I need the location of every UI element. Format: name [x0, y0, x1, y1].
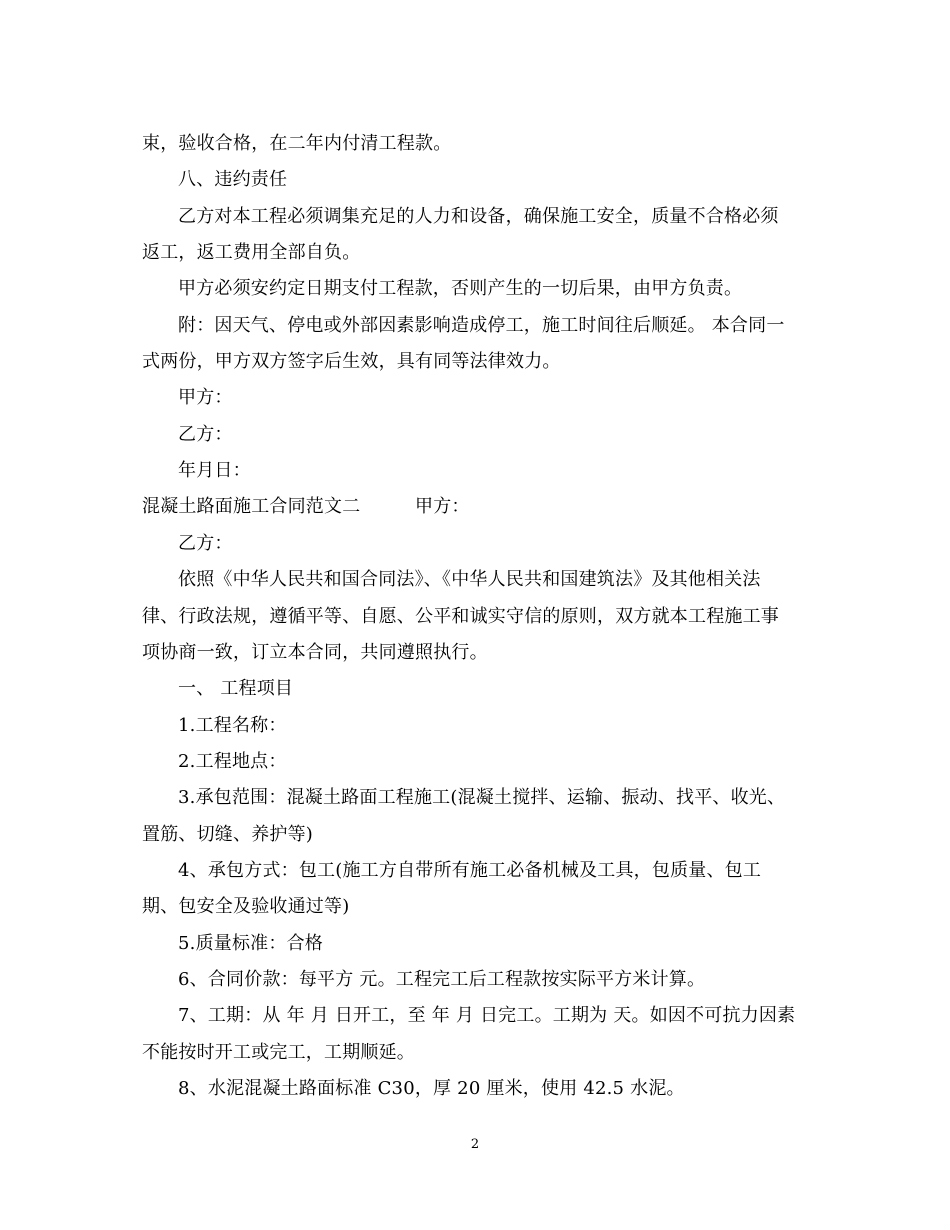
- text-line: 项协商一致，订立本合同，共同遵照执行。: [142, 642, 488, 663]
- text-line: 依照《中华人民共和国合同法》、《中华人民共和国建筑法》及其他相关法: [178, 569, 761, 590]
- text-line: 返工，返工费用全部自负。: [142, 242, 361, 263]
- list-item: 6、合同价款：每平方 元。工程完工后工程款按实际平方米计算。: [178, 969, 706, 990]
- text-line: 律、行政法规，遵循平等、自愿、公平和诚实守信的原则，双方就本工程施工事: [142, 606, 779, 627]
- signature-party-a: 甲方：: [178, 387, 233, 408]
- list-item: 2.工程地点：: [178, 751, 287, 772]
- signature-date: 年月日：: [178, 460, 251, 481]
- section-heading: 一、 工程项目: [178, 678, 294, 699]
- text-line: 附：因天气、停电或外部因素影响造成停工，施工时间往后顺延。 本合同一: [178, 315, 785, 336]
- page-number: 2: [470, 1137, 480, 1152]
- section-heading: 八、违约责任: [178, 169, 288, 190]
- list-item: 3.承包范围：混凝土路面工程施工(混凝土搅拌、运输、振动、找平、收光、: [178, 787, 786, 808]
- list-item: 4、承包方式：包工(施工方自带所有施工必备机械及工具，包质量、包工: [178, 860, 762, 881]
- list-item: 1.工程名称：: [178, 715, 287, 736]
- text-line: 乙方对本工程必须调集充足的人力和设备，确保施工安全，质量不合格必须: [178, 206, 779, 227]
- list-item: 5.质量标准：合格: [178, 933, 323, 954]
- contract-title: 混凝土路面施工合同范文二 甲方：: [142, 496, 470, 517]
- signature-party-b: 乙方：: [178, 424, 233, 445]
- list-item: 8、水泥混凝土路面标准 C30，厚 20 厘米，使用 42.5 水泥。: [178, 1078, 685, 1099]
- text-line: 甲方必须安约定日期支付工程款，否则产生的一切后果，由甲方负责。: [178, 278, 743, 299]
- text-line: 式两份，甲方双方签字后生效，具有同等法律效力。: [142, 351, 561, 372]
- text-line: 束，验收合格，在二年内付清工程款。: [142, 133, 452, 154]
- text-line: 置筋、切缝、养护等): [142, 824, 314, 845]
- list-item: 7、工期：从 年 月 日开工，至 年 月 日完工。工期为 天。如因不可抗力因素: [178, 1005, 796, 1026]
- party-b-label: 乙方：: [178, 533, 233, 554]
- text-line: 期、包安全及验收通过等): [142, 896, 350, 917]
- text-line: 不能按时开工或完工，工期顺延。: [142, 1042, 415, 1063]
